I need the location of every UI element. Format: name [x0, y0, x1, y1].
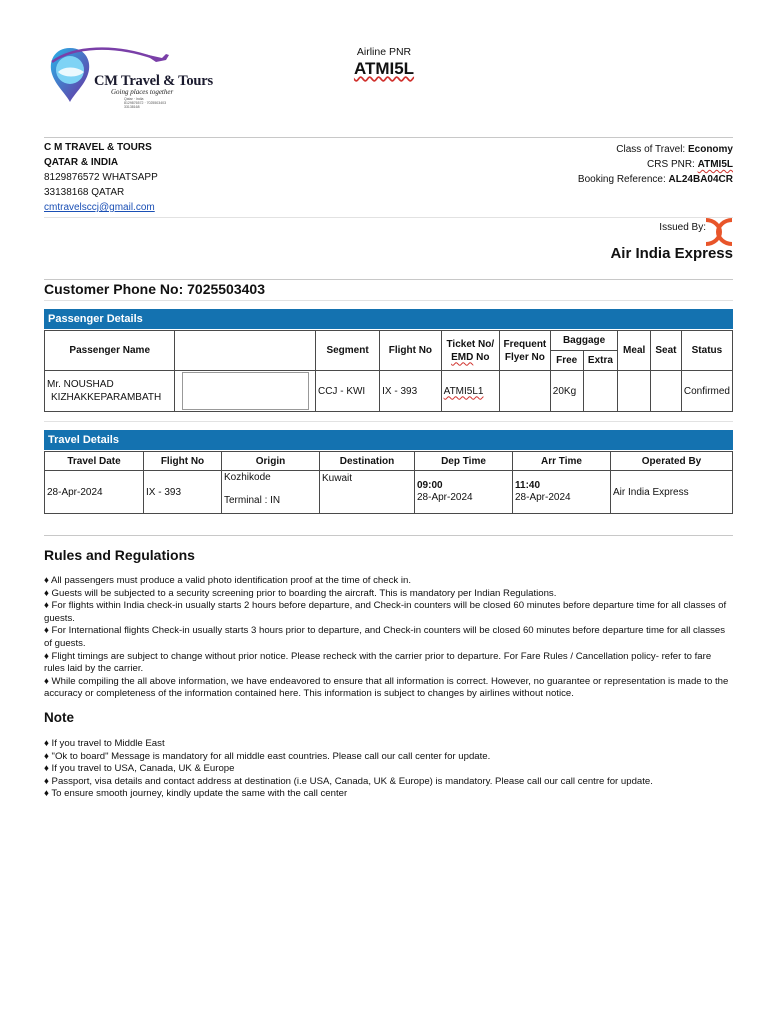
segment-cell: CCJ - KWI	[315, 371, 379, 412]
col-status: Status	[681, 331, 732, 371]
status-cell: Confirmed	[681, 371, 732, 412]
agency-name: C M TRAVEL & TOURS	[44, 142, 152, 153]
rule-item: ♦ For flights within India check-in usually starts 2 hours before departure, and Check-in counters will be closed 60 minutes before departure time for all classes of guests.	[44, 600, 727, 624]
arr-date: 28-Apr-2024	[515, 492, 571, 503]
travel-date-cell: 28-Apr-2024	[45, 471, 144, 514]
airline-pnr-label: Airline PNR	[356, 46, 412, 58]
table-header-row	[45, 452, 733, 471]
agency-country: QATAR & INDIA	[44, 157, 119, 168]
rules-list	[44, 575, 734, 701]
crs-pnr	[578, 157, 733, 172]
divider	[44, 535, 733, 536]
agency-email-link[interactable]: cmtravelsccj@gmail.com	[44, 202, 155, 213]
col-destination: Destination	[320, 452, 415, 471]
rule-item: ♦ Guests will be subjected to a security screening prior to boarding the aircraft. This is mandatory per Indian Regulations.	[44, 587, 557, 599]
ref-value: AL24BA04CR	[668, 174, 733, 185]
col-meal: Meal	[618, 331, 651, 371]
flight-no-cell: IX - 393	[380, 371, 442, 412]
divider	[44, 279, 733, 280]
table-row	[45, 371, 733, 412]
seat-cell	[651, 371, 682, 412]
col-dep-time: Dep Time	[415, 452, 513, 471]
passenger-name-cell	[45, 371, 175, 412]
travel-details-header: Travel Details	[44, 430, 733, 450]
note-item: ♦ Passport, visa details and contact address at destination (i.e USA, Canada, UK & Europe) is mandatory. Please call our call centre for update.	[44, 775, 653, 787]
passenger-name-line2: KIZHAKKEPARAMBATH	[51, 392, 162, 403]
col-origin: Origin	[222, 452, 320, 471]
rules-title: Rules and Regulations	[44, 547, 195, 563]
ref-label: Booking Reference:	[577, 174, 666, 185]
dep-time-cell	[415, 471, 513, 514]
divider	[44, 300, 733, 301]
ticket-header-no: No	[473, 351, 490, 363]
class-value: Economy	[687, 144, 733, 155]
table-row	[45, 471, 733, 514]
divider	[44, 421, 733, 422]
rule-item: ♦ For International flights Check-in usually starts 3 hours prior to departure, and Check-in counters will be closed 60 minutes before departure time for all classes of guests.	[44, 625, 726, 649]
arr-time: 11:40	[515, 480, 541, 491]
col-baggage: Baggage	[550, 331, 618, 351]
col-baggage-extra: Extra	[583, 351, 618, 371]
air-india-express-logo-icon	[704, 218, 734, 246]
customer-phone: Customer Phone No: 7025503403	[44, 281, 265, 297]
logo-tagline: Going places together	[111, 88, 174, 96]
dep-time: 09:00	[417, 480, 443, 491]
travel-flight-cell: IX - 393	[144, 471, 222, 514]
arr-time-cell	[513, 471, 611, 514]
note-item: ♦ If you travel to USA, Canada, UK & Europe	[44, 763, 235, 775]
col-flight-no: Flight No	[144, 452, 222, 471]
note-title: Note	[44, 710, 74, 725]
col-blank	[175, 331, 316, 371]
origin-terminal: Terminal : IN	[224, 495, 281, 506]
agency-details	[44, 140, 158, 215]
divider	[44, 217, 733, 218]
booking-info	[578, 142, 733, 187]
agency-phone-qatar: 33138168 QATAR	[44, 187, 125, 198]
origin-city: Kozhikode	[224, 472, 271, 483]
passenger-name-line1: Mr. NOUSHAD	[47, 379, 114, 390]
origin-cell	[222, 471, 320, 514]
dep-date: 28-Apr-2024	[417, 492, 473, 503]
note-item: ♦ To ensure smooth journey, kindly update the same with the call center	[44, 788, 348, 800]
operated-by-cell: Air India Express	[611, 471, 733, 514]
pnr-value-text: ATMI5L	[353, 59, 415, 78]
table-header-row	[45, 331, 733, 351]
divider	[44, 137, 733, 138]
note-list	[44, 738, 734, 801]
passenger-table	[44, 330, 733, 412]
col-baggage-free: Free	[550, 351, 583, 371]
blank-cell	[175, 371, 316, 412]
class-label: Class of Travel:	[616, 144, 686, 155]
logo-fine-line: Qatar · India	[124, 97, 144, 101]
rule-item: ♦ All passengers must produce a valid photo identification proof at the time of check in.	[44, 575, 411, 586]
note-item: ♦ If you travel to Middle East	[44, 738, 165, 749]
passenger-details-header: Passenger Details	[44, 309, 733, 329]
logo-fine-line: 8129876572 · 7025503403	[124, 101, 167, 105]
crs-label: CRS PNR:	[647, 159, 695, 170]
rule-item: ♦ Flight timings are subject to change without prior notice. Please recheck with the carrier prior to departure. For Fare Rules / Cancellation policy- refer to fare rules laid by the carrier.	[44, 650, 712, 675]
agency-phone-whatsapp: 8129876572 WHATSAPP	[44, 172, 158, 183]
ticket-no-value: ATMI5L1	[443, 385, 484, 397]
blank-box	[182, 372, 309, 410]
logo-company-name: CM Travel & Tours	[94, 73, 213, 89]
class-of-travel	[578, 142, 733, 157]
logo-fine-line: 33138168	[124, 105, 140, 109]
rule-item: ♦ While compiling the all above information, we have endeavored to ensure that all information is correct. However, no guarantee or representation is made to the accuracy or completeness of the information contained here. This information is subject to changes by airlines without notice.	[44, 675, 729, 700]
issued-by-label: Issued By:	[659, 222, 706, 233]
col-travel-date: Travel Date	[45, 452, 144, 471]
col-arr-time: Arr Time	[513, 452, 611, 471]
col-flight-no: Flight No	[380, 331, 442, 371]
col-seat: Seat	[651, 331, 682, 371]
col-passenger-name: Passenger Name	[45, 331, 175, 371]
baggage-free-cell: 20Kg	[550, 371, 583, 412]
booking-reference	[578, 172, 733, 187]
ticket-header-emd: EMD	[451, 351, 474, 363]
col-ticket-no	[441, 331, 499, 371]
crs-value: ATMI5L	[697, 159, 733, 170]
ticket-header-line1: Ticket No/	[446, 338, 495, 350]
frequent-flyer-cell	[499, 371, 550, 412]
travel-table	[44, 451, 733, 514]
airline-pnr-value	[0, 59, 768, 79]
logo-fine-print	[124, 97, 166, 109]
col-operated-by: Operated By	[611, 452, 733, 471]
col-frequent-flyer: Frequent Flyer No	[499, 331, 550, 371]
destination-cell: Kuwait	[320, 471, 415, 514]
ticket-no-cell	[441, 371, 499, 412]
issuing-airline-name: Air India Express	[610, 245, 733, 262]
baggage-extra-cell	[583, 371, 618, 412]
meal-cell	[618, 371, 651, 412]
col-segment: Segment	[315, 331, 379, 371]
note-item: ♦ "Ok to board" Message is mandatory for all middle east countries. Please call our call center for update.	[44, 750, 491, 762]
